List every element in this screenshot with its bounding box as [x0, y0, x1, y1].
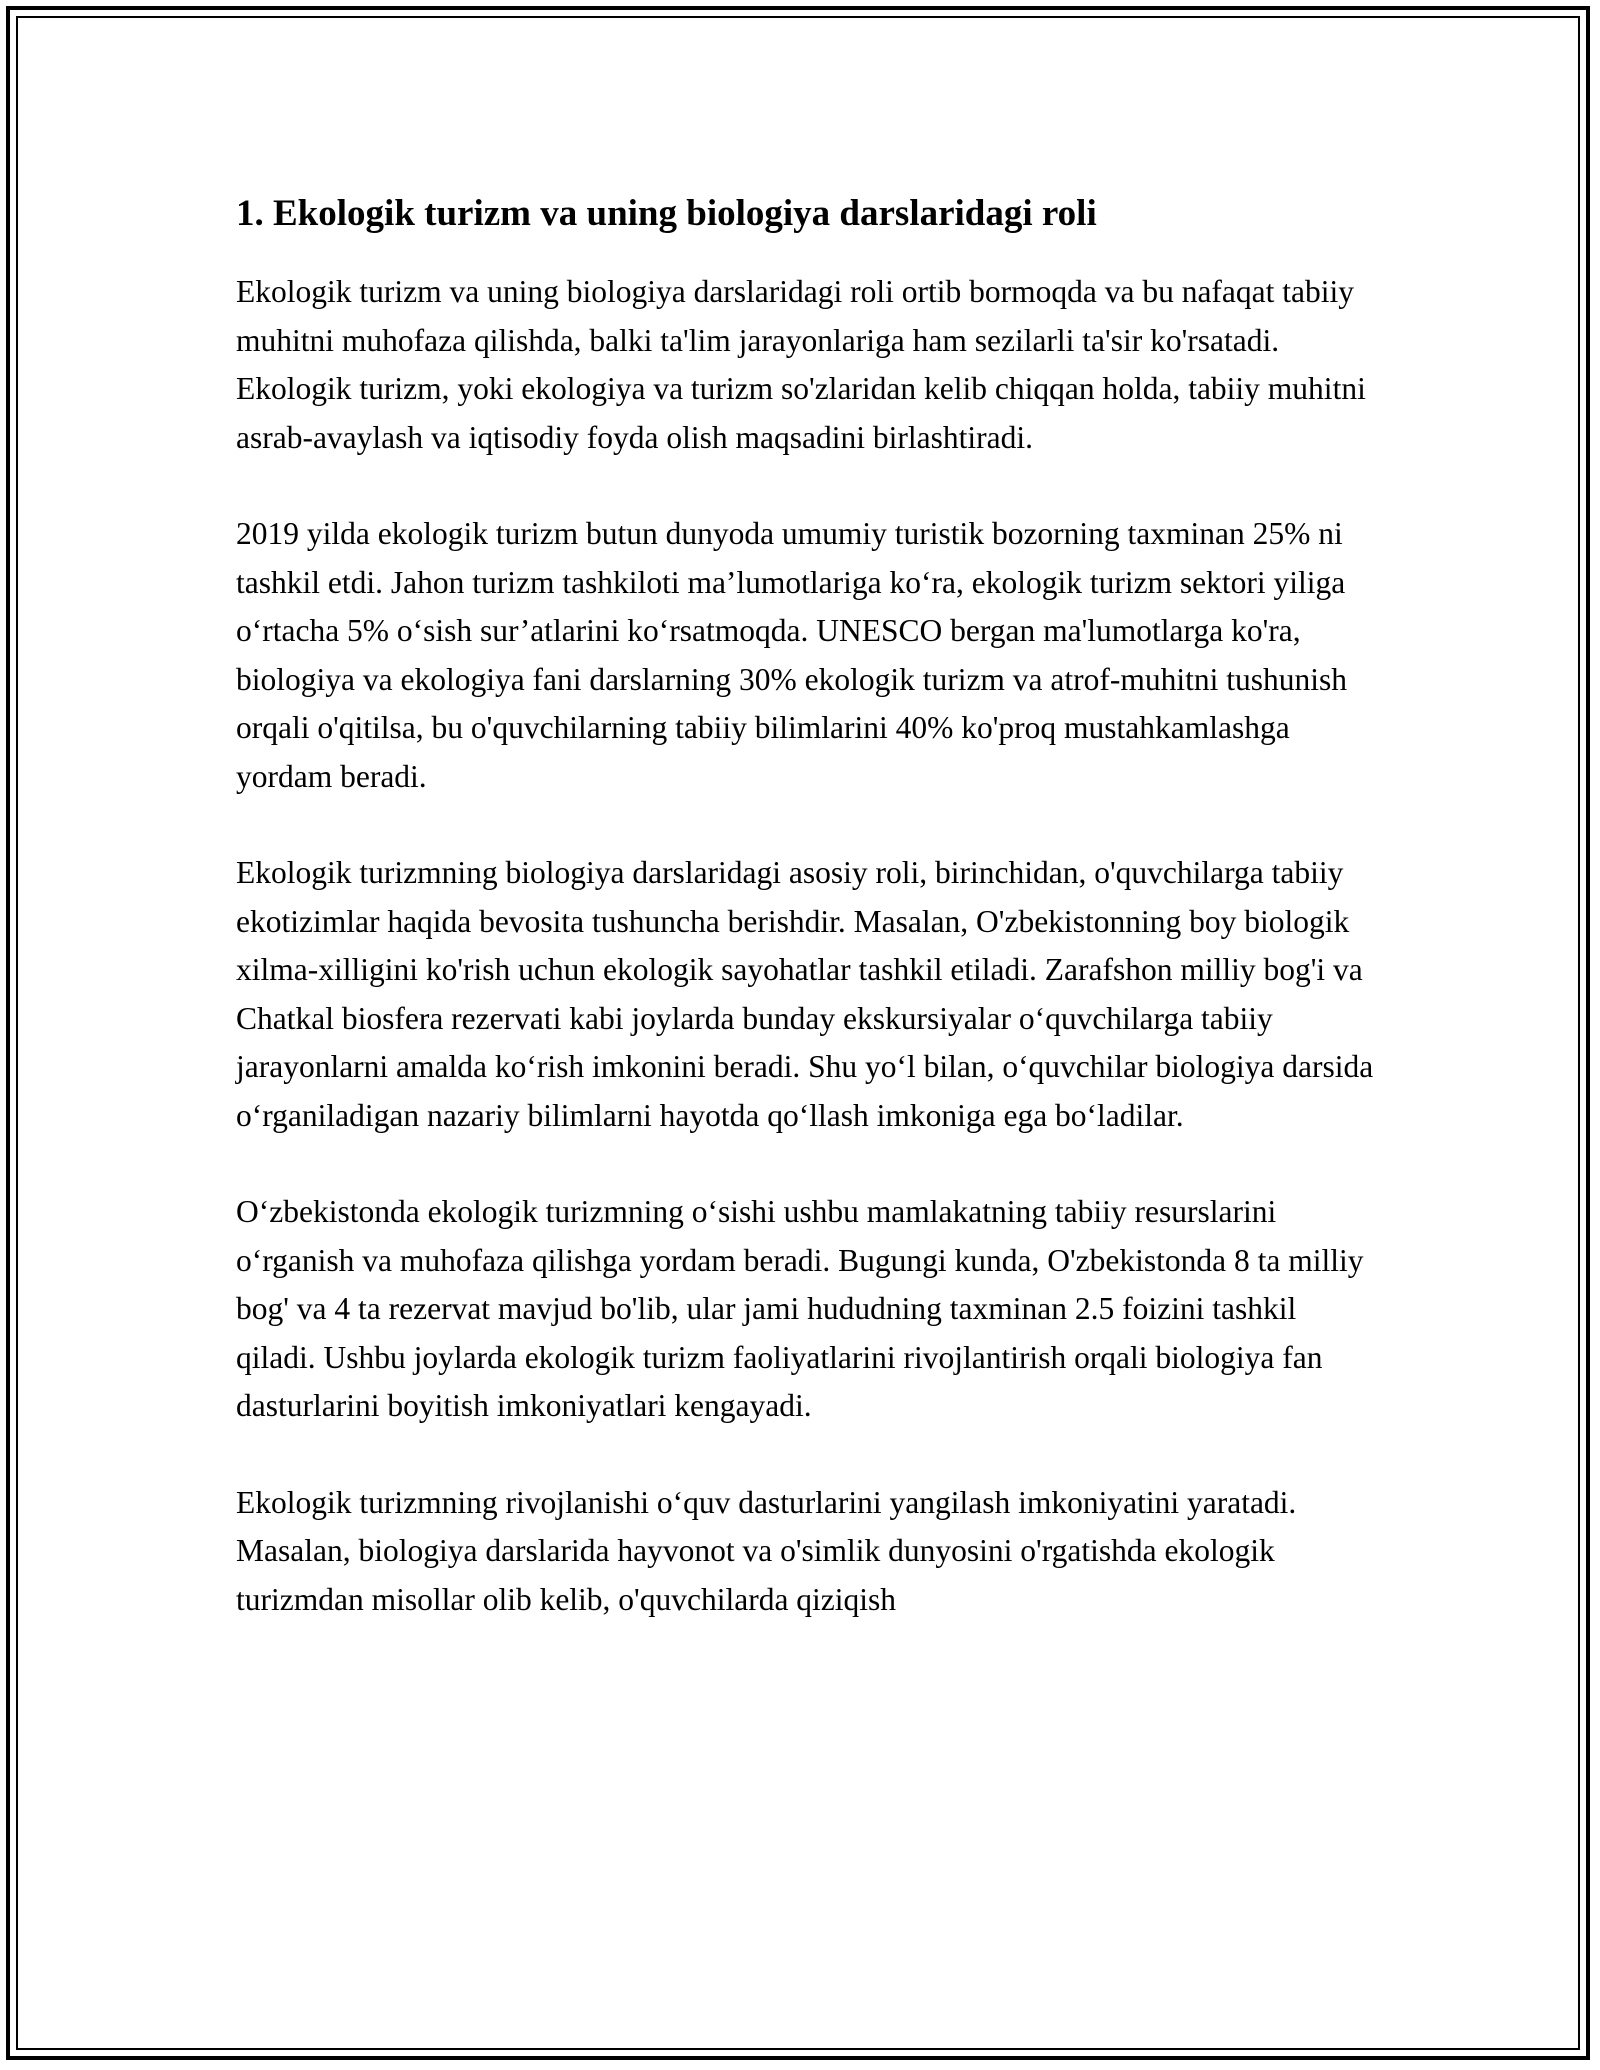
document-body [236, 186, 1376, 1672]
paragraph-curriculum: Ekologik turizmning rivojlanishi o‘quv dasturlarini yangilash imkoniyatini yaratadi. Masalan, biologiya darslarida hayvonot va o'simlik dunyosini o'rgatishda ekologik turizmdan misollar olib kelib, o'quvchilarda qiziqish [236, 1484, 1297, 1617]
paragraph-uzbekistan: O‘zbekistonda ekologik turizmning o‘sishi ushbu mamlakatning tabiiy resurslarini o‘rganish va muhofaza qilishga yordam beradi. Bugungi kunda, O'zbekistonda 8 ta milliy bog' va 4 ta rezervat mavjud bo'lib, ular jami hududning taxminan 2.5 foizini tashkil qiladi. Ushbu joylarda ekologik turizm faoliyatlarini rivojlantirish orqali biologiya fan dasturlarini boyitish imkoniyatlari kengayadi. [236, 1194, 1364, 1423]
section-heading: 1. Ekologik turizm va uning biologiya darslaridagi roli [236, 193, 1097, 234]
paragraph-statistics: 2019 yilda ekologik turizm butun dunyoda umumiy turistik bozorning taxminan 25% ni tashkil etdi. Jahon turizm tashkiloti ma’lumotlariga ko‘ra, ekologik turizm sektori yiliga o‘rtacha 5% o‘sish sur’atlarini ko‘rsatmoqda. UNESCO bergan ma'lumotlarga ko'ra, biologiya va ekologiya fani darslarning 30% ekologik turizm va atrof-muhitni tushunish orqali o'qitilsa, bu o'quvchilarning tabiiy bilimlarini 40% ko'proq mustahkamlashga yordam beradi. [236, 516, 1348, 794]
paragraph-main-role: Ekologik turizmning biologiya darslaridagi asosiy roli, birinchidan, o'quvchilarga tabiiy ekotizimlar haqida bevosita tushuncha berishdir. Masalan, O'zbekistonning boy biologik xilma-xilligini ko'rish uchun ekologik sayohatlar tashkil etiladi. Zarafshon milliy bog'i va Chatkal biosfera rezervati kabi joylarda bunday ekskursiyalar o‘quvchilarga tabiiy jarayonlarni amalda ko‘rish imkonini beradi. Shu yo‘l bilan, o‘quvchilar biologiya darsida o‘rganiladigan nazariy bilimlarni hayotda qo‘llash imkoniga ega bo‘ladilar. [236, 855, 1374, 1133]
paragraph-intro: Ekologik turizm va uning biologiya darslaridagi roli ortib bormoqda va bu nafaqat tabiiy muhitni muhofaza qilishda, balki ta'lim jarayonlariga ham sezilarli ta'sir ko'rsatadi. Ekologik turizm, yoki ekologiya va turizm so'zlaridan kelib chiqqan holda, tabiiy muhitni asrab-avaylash va iqtisodiy foyda olish maqsadini birlashtiradi. [236, 274, 1366, 455]
